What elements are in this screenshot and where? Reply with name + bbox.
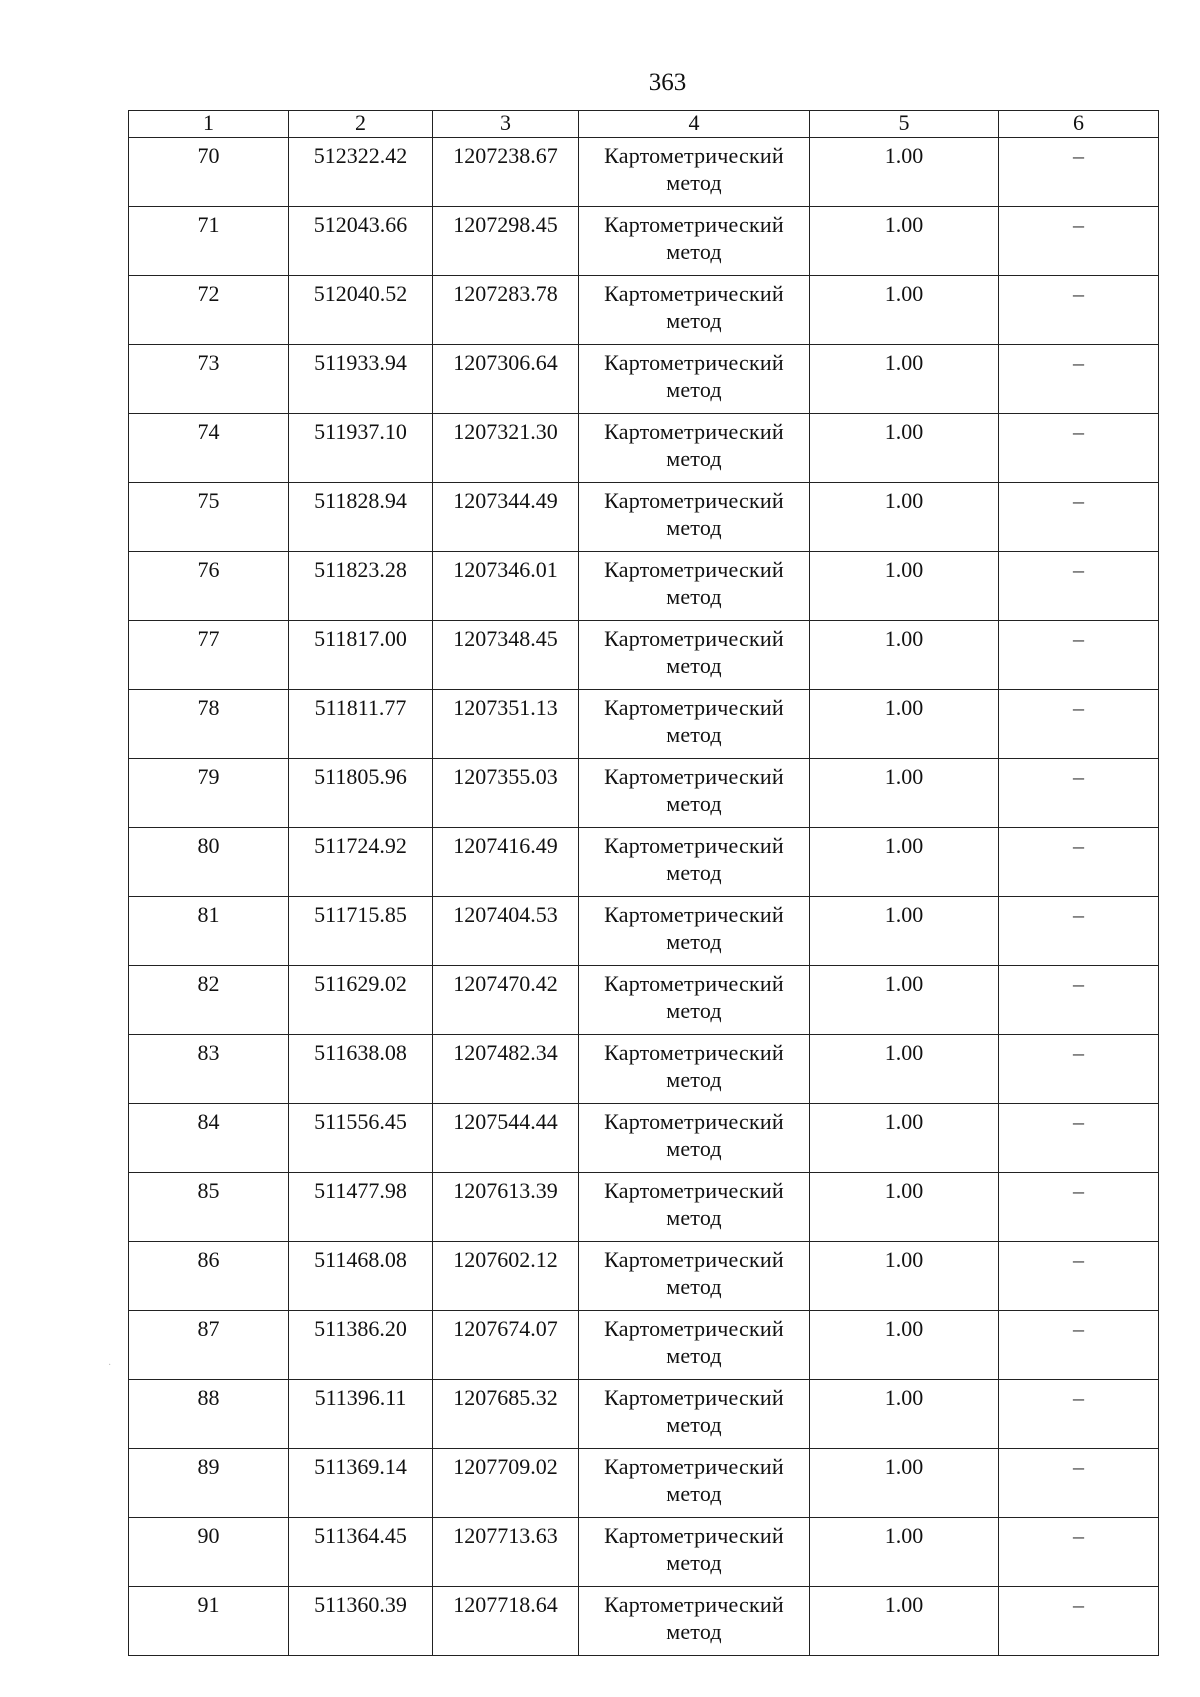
accuracy-cell: 1.00 (810, 690, 999, 759)
y-coordinate-cell: 1207544.44 (433, 1104, 579, 1173)
method-cell: Картометрический метод (579, 1449, 810, 1518)
accuracy-cell: 1.00 (810, 1449, 999, 1518)
table-row (129, 345, 1159, 414)
accuracy-cell: 1.00 (810, 276, 999, 345)
point-number-cell: 70 (129, 138, 289, 207)
point-number-cell: 74 (129, 414, 289, 483)
x-coordinate-cell: 511396.11 (289, 1380, 433, 1449)
coordinates-table-container (128, 110, 1158, 1656)
x-coordinate-cell: 511386.20 (289, 1311, 433, 1380)
accuracy-cell: 1.00 (810, 828, 999, 897)
method-cell: Картометрический метод (579, 138, 810, 207)
page-number: 363 (648, 69, 687, 96)
x-coordinate-cell: 511817.00 (289, 621, 433, 690)
accuracy-cell: 1.00 (810, 1380, 999, 1449)
x-coordinate-cell: 511811.77 (289, 690, 433, 759)
note-cell: – (999, 483, 1159, 552)
method-cell: Картометрический метод (579, 1587, 810, 1656)
column-header-1: 1 (129, 111, 289, 138)
point-number-cell: 71 (129, 207, 289, 276)
y-coordinate-cell: 1207613.39 (433, 1173, 579, 1242)
note-cell: – (999, 552, 1159, 621)
y-coordinate-cell: 1207321.30 (433, 414, 579, 483)
note-cell: – (999, 1380, 1159, 1449)
accuracy-cell: 1.00 (810, 207, 999, 276)
method-cell: Картометрический метод (579, 966, 810, 1035)
y-coordinate-cell: 1207283.78 (433, 276, 579, 345)
point-number-cell: 73 (129, 345, 289, 414)
method-cell: Картометрический метод (579, 414, 810, 483)
note-cell: – (999, 345, 1159, 414)
header-row (129, 111, 1159, 138)
note-cell: – (999, 759, 1159, 828)
accuracy-cell: 1.00 (810, 621, 999, 690)
point-number-cell: 89 (129, 1449, 289, 1518)
note-cell: – (999, 1449, 1159, 1518)
note-cell: – (999, 897, 1159, 966)
accuracy-cell: 1.00 (810, 1104, 999, 1173)
table-row (129, 828, 1159, 897)
column-header-4: 4 (579, 111, 810, 138)
point-number-cell: 84 (129, 1104, 289, 1173)
method-cell: Картометрический метод (579, 897, 810, 966)
point-number-cell: 72 (129, 276, 289, 345)
x-coordinate-cell: 512043.66 (289, 207, 433, 276)
point-number-cell: 80 (129, 828, 289, 897)
accuracy-cell: 1.00 (810, 1587, 999, 1656)
point-number-cell: 91 (129, 1587, 289, 1656)
point-number-cell: 86 (129, 1242, 289, 1311)
table-row (129, 897, 1159, 966)
method-cell: Картометрический метод (579, 1035, 810, 1104)
table-row (129, 1449, 1159, 1518)
table-row (129, 759, 1159, 828)
y-coordinate-cell: 1207348.45 (433, 621, 579, 690)
point-number-cell: 78 (129, 690, 289, 759)
table-row (129, 1311, 1159, 1380)
point-number-cell: 82 (129, 966, 289, 1035)
method-cell: Картометрический метод (579, 759, 810, 828)
x-coordinate-cell: 511477.98 (289, 1173, 433, 1242)
x-coordinate-cell: 512040.52 (289, 276, 433, 345)
column-header-3: 3 (433, 111, 579, 138)
accuracy-cell: 1.00 (810, 1518, 999, 1587)
table-row (129, 690, 1159, 759)
x-coordinate-cell: 511828.94 (289, 483, 433, 552)
accuracy-cell: 1.00 (810, 414, 999, 483)
y-coordinate-cell: 1207674.07 (433, 1311, 579, 1380)
point-number-cell: 85 (129, 1173, 289, 1242)
point-number-cell: 76 (129, 552, 289, 621)
x-coordinate-cell: 511468.08 (289, 1242, 433, 1311)
x-coordinate-cell: 512322.42 (289, 138, 433, 207)
y-coordinate-cell: 1207346.01 (433, 552, 579, 621)
x-coordinate-cell: 511933.94 (289, 345, 433, 414)
note-cell: – (999, 1587, 1159, 1656)
y-coordinate-cell: 1207718.64 (433, 1587, 579, 1656)
accuracy-cell: 1.00 (810, 138, 999, 207)
y-coordinate-cell: 1207404.53 (433, 897, 579, 966)
note-cell: – (999, 1035, 1159, 1104)
y-coordinate-cell: 1207355.03 (433, 759, 579, 828)
method-cell: Картометрический метод (579, 207, 810, 276)
table-row (129, 1380, 1159, 1449)
note-cell: – (999, 828, 1159, 897)
accuracy-cell: 1.00 (810, 1311, 999, 1380)
note-cell: – (999, 690, 1159, 759)
table-row (129, 1587, 1159, 1656)
x-coordinate-cell: 511937.10 (289, 414, 433, 483)
note-cell: – (999, 966, 1159, 1035)
note-cell: – (999, 1311, 1159, 1380)
table-row (129, 1518, 1159, 1587)
x-coordinate-cell: 511638.08 (289, 1035, 433, 1104)
accuracy-cell: 1.00 (810, 966, 999, 1035)
y-coordinate-cell: 1207482.34 (433, 1035, 579, 1104)
point-number-cell: 90 (129, 1518, 289, 1587)
accuracy-cell: 1.00 (810, 759, 999, 828)
table-row (129, 552, 1159, 621)
table-row (129, 1173, 1159, 1242)
x-coordinate-cell: 511724.92 (289, 828, 433, 897)
accuracy-cell: 1.00 (810, 1173, 999, 1242)
point-number-cell: 88 (129, 1380, 289, 1449)
accuracy-cell: 1.00 (810, 1242, 999, 1311)
note-cell: – (999, 1173, 1159, 1242)
method-cell: Картометрический метод (579, 1518, 810, 1587)
table-row (129, 207, 1159, 276)
x-coordinate-cell: 511369.14 (289, 1449, 433, 1518)
method-cell: Картометрический метод (579, 621, 810, 690)
note-cell: – (999, 138, 1159, 207)
method-cell: Картометрический метод (579, 690, 810, 759)
x-coordinate-cell: 511823.28 (289, 552, 433, 621)
note-cell: – (999, 1518, 1159, 1587)
x-coordinate-cell: 511360.39 (289, 1587, 433, 1656)
column-header-6: 6 (999, 111, 1159, 138)
method-cell: Картометрический метод (579, 828, 810, 897)
column-header-2: 2 (289, 111, 433, 138)
y-coordinate-cell: 1207602.12 (433, 1242, 579, 1311)
table-row (129, 1104, 1159, 1173)
note-cell: – (999, 1242, 1159, 1311)
scan-artifact: · (108, 1360, 112, 1371)
accuracy-cell: 1.00 (810, 1035, 999, 1104)
y-coordinate-cell: 1207306.64 (433, 345, 579, 414)
method-cell: Картометрический метод (579, 1173, 810, 1242)
table-row (129, 966, 1159, 1035)
accuracy-cell: 1.00 (810, 483, 999, 552)
table-row (129, 621, 1159, 690)
method-cell: Картометрический метод (579, 483, 810, 552)
y-coordinate-cell: 1207344.49 (433, 483, 579, 552)
point-number-cell: 77 (129, 621, 289, 690)
method-cell: Картометрический метод (579, 1242, 810, 1311)
y-coordinate-cell: 1207713.63 (433, 1518, 579, 1587)
point-number-cell: 83 (129, 1035, 289, 1104)
method-cell: Картометрический метод (579, 1380, 810, 1449)
point-number-cell: 81 (129, 897, 289, 966)
x-coordinate-cell: 511715.85 (289, 897, 433, 966)
y-coordinate-cell: 1207709.02 (433, 1449, 579, 1518)
note-cell: – (999, 621, 1159, 690)
table-row (129, 276, 1159, 345)
point-number-cell: 75 (129, 483, 289, 552)
note-cell: – (999, 276, 1159, 345)
table-header (129, 111, 1159, 138)
table-row (129, 1035, 1159, 1104)
point-number-cell: 87 (129, 1311, 289, 1380)
note-cell: – (999, 207, 1159, 276)
x-coordinate-cell: 511556.45 (289, 1104, 433, 1173)
y-coordinate-cell: 1207470.42 (433, 966, 579, 1035)
accuracy-cell: 1.00 (810, 345, 999, 414)
table-row (129, 1242, 1159, 1311)
method-cell: Картометрический метод (579, 276, 810, 345)
note-cell: – (999, 414, 1159, 483)
y-coordinate-cell: 1207298.45 (433, 207, 579, 276)
x-coordinate-cell: 511629.02 (289, 966, 433, 1035)
method-cell: Картометрический метод (579, 1104, 810, 1173)
table-row (129, 414, 1159, 483)
y-coordinate-cell: 1207238.67 (433, 138, 579, 207)
table-row (129, 483, 1159, 552)
x-coordinate-cell: 511364.45 (289, 1518, 433, 1587)
accuracy-cell: 1.00 (810, 552, 999, 621)
method-cell: Картометрический метод (579, 345, 810, 414)
y-coordinate-cell: 1207416.49 (433, 828, 579, 897)
x-coordinate-cell: 511805.96 (289, 759, 433, 828)
point-number-cell: 79 (129, 759, 289, 828)
y-coordinate-cell: 1207685.32 (433, 1380, 579, 1449)
method-cell: Картометрический метод (579, 1311, 810, 1380)
note-cell: – (999, 1104, 1159, 1173)
table-body (129, 138, 1159, 1656)
method-cell: Картометрический метод (579, 552, 810, 621)
y-coordinate-cell: 1207351.13 (433, 690, 579, 759)
coordinates-table (128, 110, 1159, 1656)
column-header-5: 5 (810, 111, 999, 138)
accuracy-cell: 1.00 (810, 897, 999, 966)
table-row (129, 138, 1159, 207)
